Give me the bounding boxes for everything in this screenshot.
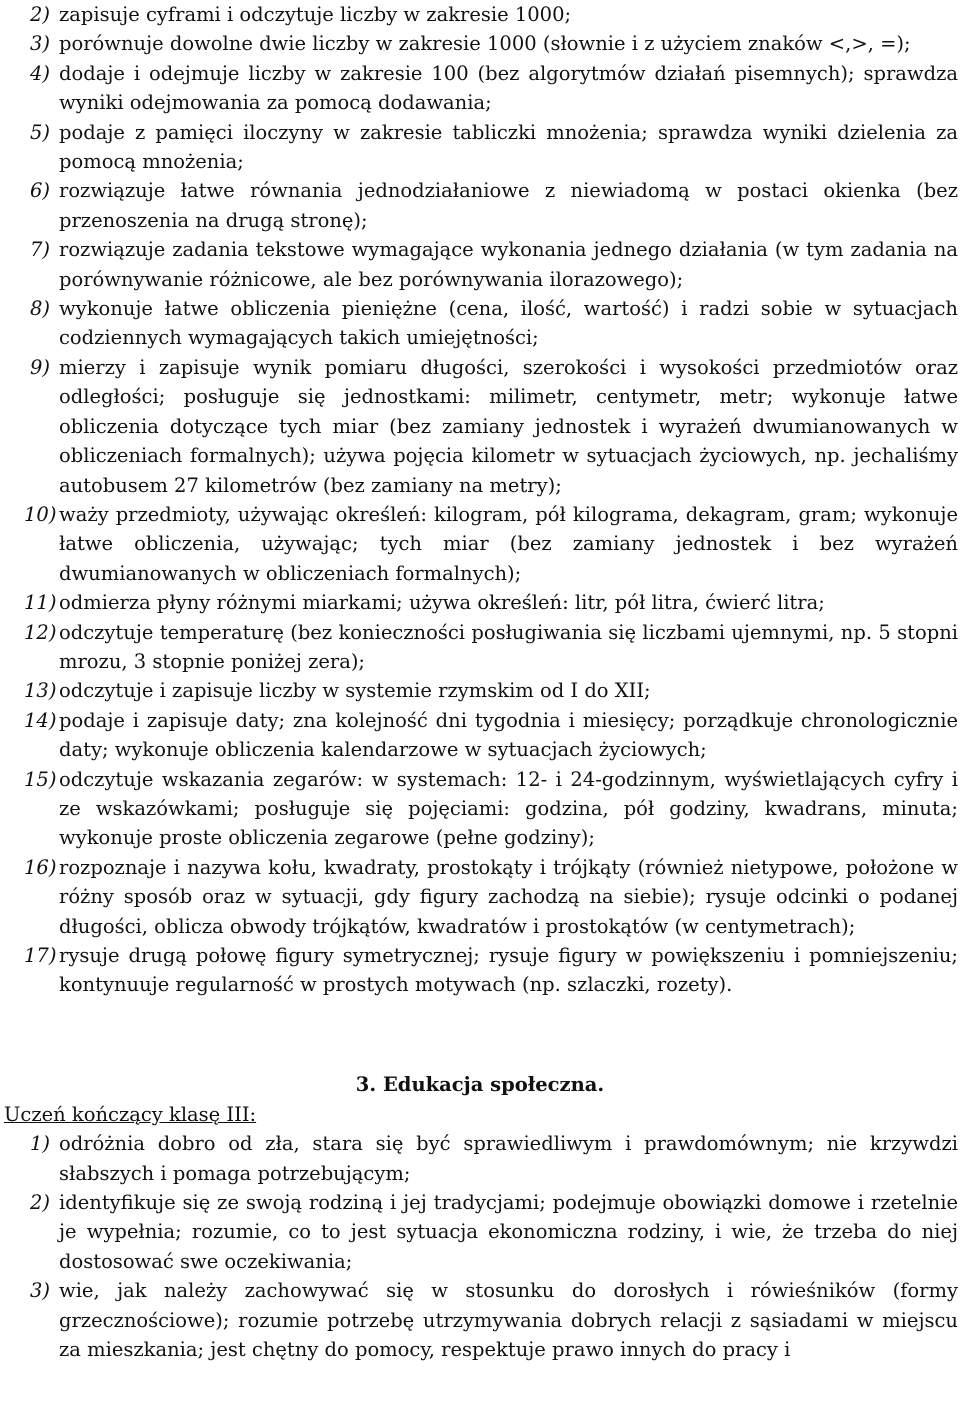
item-text: podaje i zapisuje daty; zna kolejność dni tygodnia i miesięcy; porządkuje chronologicznie daty; wykonuje obliczenia kalendarzowe w sytuacjach życiowych; — [59, 708, 958, 762]
list-item — [0, 353, 960, 500]
item-number: 15) — [24, 767, 57, 791]
item-number: 17) — [24, 944, 57, 967]
item-number: 13) — [24, 679, 57, 703]
item-text: porównuje dowolne dwie liczby w zakresie 1000 (słownie i z użyciem znaków <,>, =); — [59, 32, 911, 56]
item-number: 7) — [30, 238, 51, 262]
item-text: odczytuje temperaturę (bez konieczności posługiwania się liczbami ujemnymi, np. 5 stopni mrozu, 3 stopnie poniżej zera); — [59, 620, 958, 673]
item-text: rysuje drugą połowę figury symetrycznej; rysuje figury w powiększeniu i pomniejszeniu; kontynuuje regularność w prostych motywach (np. szlaczki, rozety). — [59, 944, 958, 997]
item-number: 6) — [30, 179, 51, 203]
item-number: 2) — [30, 3, 51, 26]
list-item — [0, 294, 960, 353]
item-text: rozpoznaje i nazywa kołu, kwadraty, prostokąty i trójkąty (również nietypowe, położone w różny sposób oraz w sytuacji, gdy figury zachodzą na siebie); rysuje odcinki o podanej długości, oblicza obwody trójkątów, kwadratów i prostokątów (w centymetrach); — [59, 855, 958, 938]
list-item — [0, 588, 960, 617]
social-requirements-list — [0, 1129, 960, 1364]
item-number: 5) — [30, 120, 51, 144]
item-text: podaje z pamięci iloczyny w zakresie tabliczki mnożenia; sprawdza wyniki dzielenia za pomocą mnożenia; — [59, 120, 958, 174]
item-number: 3) — [30, 32, 51, 56]
item-number: 3) — [30, 1279, 51, 1303]
list-item — [0, 29, 960, 58]
item-text: identyfikuje się ze swoją rodziną i jej tradycjami; podejmuje obowiązki domowe i rzetelnie je wypełnia; rozumie, co to jest sytuacja ekonomiczna rodziny, i wie, że trzeba do niej dostosować swe oczekiwania; — [59, 1191, 958, 1273]
item-number: 8) — [30, 297, 51, 321]
item-text: mierzy i zapisuje wynik pomiaru długości, szerokości i wysokości przedmiotów oraz odległości; posługuje się jednostkami: milimetr, centymetr, metr; wykonuje łatwe obliczenia dotyczące tych miar (bez zamiany jednostek i wyrażeń dwumianowanych w obliczeniach formalnych); używa pojęcia kilometr w sytuacjach życiowych, np. jechaliśmy autobusem 27 kilometrów (bez zamiany na metry); — [59, 355, 958, 497]
item-number: 2) — [30, 1191, 51, 1215]
item-number: 16) — [24, 855, 57, 879]
item-text: wykonuje łatwe obliczenia pieniężne (cena, ilość, wartość) i radzi sobie w sytuacjach codziennych wymagających takich umiejętności; — [59, 297, 958, 350]
list-item — [0, 1188, 960, 1276]
list-item — [0, 765, 960, 853]
list-item — [0, 118, 960, 177]
section-subhead: Uczeń kończący klasę III: — [4, 1102, 257, 1126]
item-text: dodaje i odejmuje liczby w zakresie 100 (bez algorytmów działań pisemnych); sprawdza wyniki odejmowania za pomocą dodawania; — [59, 61, 958, 115]
list-item — [0, 235, 960, 294]
list-item — [0, 1129, 960, 1188]
item-text: wie, jak należy zachowywać się w stosunku do dorosłych i rówieśników (formy grzecznościowe); rozumie potrzebę utrzymywania dobrych relacji z sąsiadami w miejscu za mieszkania; jest chętny do pomocy, respektuje prawo innych do pracy i — [59, 1279, 958, 1362]
item-text: rozwiązuje łatwe równania jednodziałaniowe z niewiadomą w postaci okienka (bez przenoszenia na drugą stronę); — [59, 179, 958, 232]
item-number: 11) — [24, 591, 57, 615]
section-heading: 3. Edukacja społeczna. — [355, 1072, 605, 1096]
list-item — [0, 0, 960, 29]
item-text: odczytuje i zapisuje liczby w systemie rzymskim od I do XII; — [59, 679, 651, 703]
item-text: odmierza płyny różnymi miarkami; używa określeń: litr, pół litra, ćwierć litra; — [59, 591, 825, 615]
list-item — [0, 1276, 960, 1364]
item-number: 9) — [30, 355, 51, 379]
item-text: zapisuje cyframi i odczytuje liczby w zakresie 1000; — [59, 3, 572, 26]
item-text: odczytuje wskazania zegarów: w systemach: 12- i 24-godzinnym, wyświetlających cyfry i ze wskazówkami; posługuje się pojęciami: godzina, pół godziny, kwadrans, minuta; wykonuje proste obliczenia zegarowe (pełne godziny); — [59, 767, 958, 850]
item-text: rozwiązuje zadania tekstowe wymagające wykonania jednego działania (w tym zadania na porównywanie różnicowe, ale bez porównywania ilorazowego); — [59, 238, 958, 291]
list-item — [0, 706, 960, 765]
list-item — [0, 176, 960, 235]
list-item — [0, 500, 960, 588]
list-item — [0, 853, 960, 941]
item-number: 4) — [30, 61, 51, 85]
item-text: odróżnia dobro od zła, stara się być sprawiedliwym i prawdomównym; nie krzywdzi słabszych i pomaga potrzebującym; — [59, 1132, 958, 1185]
list-item — [0, 676, 960, 705]
list-item — [0, 941, 960, 1000]
item-number: 10) — [24, 502, 57, 526]
item-text: waży przedmioty, używając określeń: kilogram, pół kilograma, dekagram, gram; wykonuje łatwe obliczenia, używając; tych miar (bez zamiany jednostek i bez wyrażeń dwumianowanych w obliczeniach formalnych); — [59, 502, 958, 585]
list-item — [0, 618, 960, 677]
list-item — [0, 59, 960, 118]
item-number: 14) — [24, 708, 57, 732]
item-number: 1) — [30, 1132, 51, 1156]
item-number: 12) — [24, 620, 57, 644]
